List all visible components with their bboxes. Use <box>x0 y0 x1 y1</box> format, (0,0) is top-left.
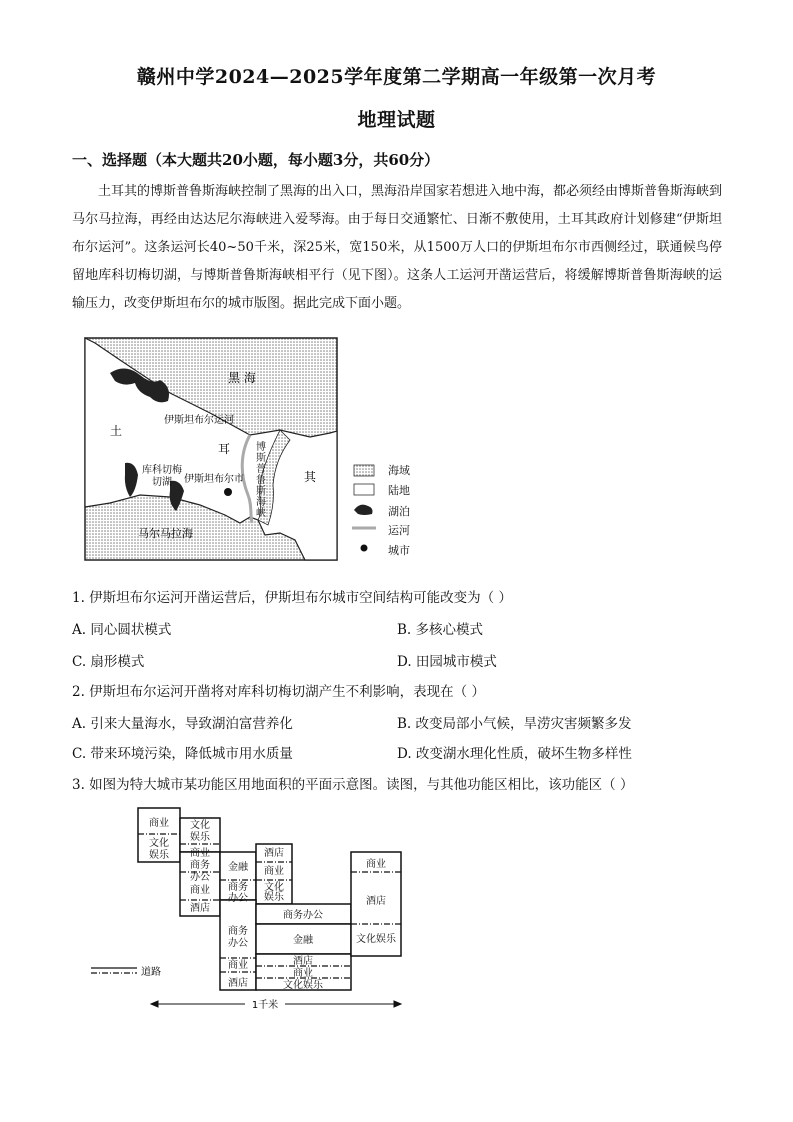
passage-text: 土耳其的博斯普鲁斯海峡控制了黑海的出入口，黑海沿岸国家若想进入地中海，都必须经由博斯普鲁斯海峡到马尔马拉海，再经由达达尼尔海峡进入爱琴海。由于每日交通繁忙、日渐不敷使用，土耳其政府计划修建“伊斯坦布尔运河”。这条运河长40~50千米，深25米，宽150米，从1500万人口的伊斯坦布尔市西侧经过，联通候鸟停留地库科切梅切湖，与博斯普鲁斯海峡相平行（见下图）。这条人工运河开凿运营后，将缓解博斯普鲁斯海峡的运输压力，改变伊斯坦布尔的城市版图。据此完成下面小题。 <box>72 184 723 311</box>
marmara-label: 马尔马拉海 <box>138 527 193 540</box>
zone-hotel-4: 酒店 <box>293 956 313 967</box>
exam-subtitle: 地理试题 <box>357 109 436 131</box>
zone-commerce-2: 商业 <box>190 848 210 859</box>
q1-option-c[interactable]: C. 扇形模式 <box>72 654 145 670</box>
zone-commerce-4: 商业 <box>264 866 284 877</box>
exam-title: 赣州中学2024—2025学年度第二学期高一年级第一次月考 <box>136 66 657 88</box>
zone-culture-2a: 文化 <box>190 820 210 831</box>
zone-hotel-3: 酒店 <box>228 978 248 989</box>
question-3-stem: 3. 如图为特大城市某功能区用地面积的平面示意图。读图，与其他功能区相比，该功能区（ ） <box>72 777 634 793</box>
zone-office-3a: 商务 <box>228 882 248 893</box>
zone-culture-3b: 娱乐 <box>264 892 284 903</box>
zone-commerce-3: 商业 <box>190 885 210 896</box>
q2-option-c[interactable]: C. 带来环境污染，降低城市用水质量 <box>72 746 293 762</box>
city-label: 伊斯坦布尔市 <box>184 474 244 485</box>
strait-label: 博斯普鲁斯海峡 <box>256 442 266 519</box>
zone-office-4a: 商务 <box>228 926 248 937</box>
scale-label: 1千米 <box>251 1000 279 1011</box>
question-1-stem: 1. 伊斯坦布尔运河开凿运营后，伊斯坦布尔城市空间结构可能改变为（ ） <box>72 590 512 606</box>
city-dot <box>224 488 232 496</box>
legend-canal: 运河 <box>388 524 410 537</box>
question-2-stem: 2. 伊斯坦布尔运河开凿将对库科切梅切湖产生不利影响，表现在（ ） <box>72 684 485 700</box>
zone-culture-4: 文化娱乐 <box>283 980 323 991</box>
q2-option-a[interactable]: A. 引来大量海水，导致湖泊富营养化 <box>72 716 293 732</box>
lake-label: 库科切梅切湖 <box>142 465 182 488</box>
q2-option-b[interactable]: B. 改变局部小气候，旱涝灾害频繁多发 <box>397 716 632 732</box>
q2-option-d[interactable]: D. 改变湖水理化性质，破坏生物多样性 <box>397 746 632 762</box>
canal-label: 伊斯坦布尔运河 <box>164 415 234 426</box>
zone-hotel-2: 酒店 <box>264 848 284 859</box>
q1-option-d[interactable]: D. 田园城市模式 <box>397 654 497 670</box>
zone-office-2b: 办公 <box>190 872 210 883</box>
zone-culture-1a: 文化 <box>149 838 169 849</box>
zone-office-3b: 办公 <box>228 893 248 904</box>
passage <box>72 178 722 318</box>
land-qi-label: 其 <box>304 470 317 484</box>
zone-office-4b: 办公 <box>228 938 248 949</box>
zone-office-2a: 商务 <box>190 860 210 871</box>
land-tu-label: 土 <box>110 424 123 438</box>
black-sea-label: 黑 海 <box>228 371 256 385</box>
zone-culture-2b: 娱乐 <box>190 832 210 843</box>
zone-commerce-1: 商业 <box>149 818 169 829</box>
zone-commerce-5: 商业 <box>228 960 248 971</box>
zone-finance-2: 金融 <box>293 935 313 946</box>
map-legend <box>350 462 430 562</box>
legend-sea: 海域 <box>388 464 410 477</box>
land-er-label: 耳 <box>218 442 231 456</box>
q1-option-a[interactable]: A. 同心圆状模式 <box>72 622 172 638</box>
zone-commerce-7: 商业 <box>366 859 386 870</box>
zone-culture-1b: 娱乐 <box>149 850 169 861</box>
q1-option-b[interactable]: B. 多核心模式 <box>397 622 484 638</box>
zone-hotel-5: 酒店 <box>366 896 386 907</box>
functional-zone-diagram <box>85 800 415 1015</box>
legend-city: 城市 <box>388 544 410 557</box>
zone-culture-5: 文化娱乐 <box>356 934 396 945</box>
zone-finance-1: 金融 <box>228 862 248 873</box>
legend-lake: 湖泊 <box>388 505 410 518</box>
road-legend-label: 道路 <box>141 967 161 978</box>
zone-commerce-6: 商业 <box>293 968 313 979</box>
zone-culture-3a: 文化 <box>264 882 284 893</box>
legend-land: 陆地 <box>388 484 410 497</box>
zone-office-5: 商务办公 <box>283 910 323 921</box>
zone-hotel-1: 酒店 <box>190 903 210 914</box>
section-heading: 一、选择题（本大题共20小题，每小题3分，共60分） <box>72 151 440 169</box>
